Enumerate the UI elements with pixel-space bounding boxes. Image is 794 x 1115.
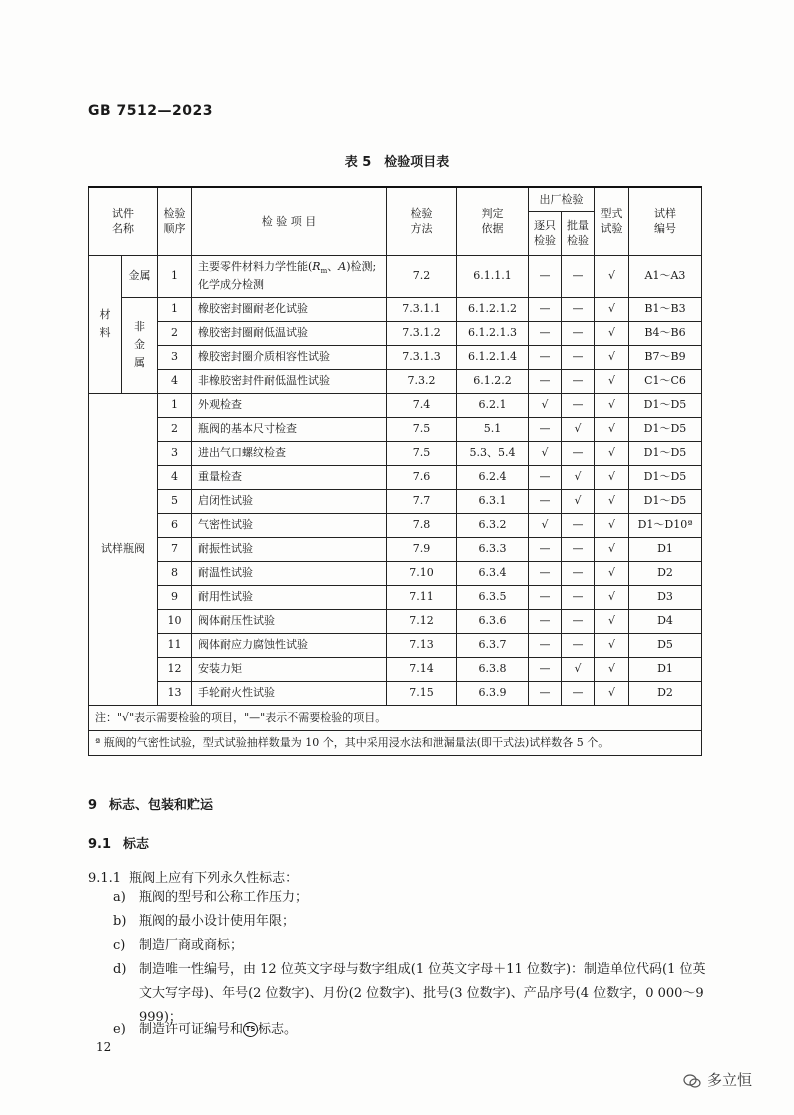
cell-sample: D1～D5 (629, 465, 702, 489)
cell-method: 7.2 (387, 255, 457, 297)
cell-basis: 6.3.9 (457, 681, 529, 705)
cell-basis: 6.1.2.1.4 (457, 345, 529, 369)
cell-item: 橡胶密封圈介质相容性试验 (192, 345, 387, 369)
cell-batch: √ (562, 465, 595, 489)
cell-each: — (529, 465, 562, 489)
cell-seq: 1 (158, 297, 192, 321)
cell-batch: — (562, 513, 595, 537)
table-row (89, 417, 702, 441)
cell-each: — (529, 255, 562, 297)
cell-item: 阀体耐压性试验 (192, 609, 387, 633)
cell-basis: 6.3.5 (457, 585, 529, 609)
cell-method: 7.8 (387, 513, 457, 537)
table-note-row (89, 705, 702, 730)
cell-basis: 6.3.6 (457, 609, 529, 633)
cell-batch: — (562, 393, 595, 417)
cell-type: √ (595, 657, 629, 681)
cell-method: 7.13 (387, 633, 457, 657)
cell-type: √ (595, 489, 629, 513)
cell-method: 7.3.1.2 (387, 321, 457, 345)
cell-each: — (529, 321, 562, 345)
cell-seq: 5 (158, 489, 192, 513)
cell-item: 气密性试验 (192, 513, 387, 537)
cell-type: √ (595, 537, 629, 561)
cell-batch: — (562, 609, 595, 633)
standard-code: GB 7512—2023 (88, 103, 213, 119)
cell-basis: 6.3.3 (457, 537, 529, 561)
table-row (89, 297, 702, 321)
header-factory: 出厂检验 (529, 187, 595, 211)
cell-each: — (529, 681, 562, 705)
sub-metal: 金属 (122, 255, 158, 297)
cell-item: 耐温性试验 (192, 561, 387, 585)
cell-sample: D2 (629, 681, 702, 705)
cell-each: — (529, 297, 562, 321)
cell-seq: 1 (158, 255, 192, 297)
cell-sample: A1～A3 (629, 255, 702, 297)
cell-method: 7.5 (387, 417, 457, 441)
list-item: c) 制造厂商或商标； (113, 938, 244, 953)
cell-method: 7.5 (387, 441, 457, 465)
cell-each: — (529, 657, 562, 681)
watermark: 多立恒 (683, 1069, 752, 1090)
cell-each: √ (529, 513, 562, 537)
table-note: 注："√"表示需要检验的项目，"—"表示不需要检验的项目。 (89, 705, 702, 730)
cell-item: 橡胶密封圈耐老化试验 (192, 297, 387, 321)
cell-basis: 6.1.2.2 (457, 369, 529, 393)
cell-method: 7.12 (387, 609, 457, 633)
ts-mark-icon: TS (243, 1022, 258, 1037)
cell-method: 7.3.1.1 (387, 297, 457, 321)
section-9-heading: 9 标志、包装和贮运 (88, 798, 214, 813)
cell-method: 7.11 (387, 585, 457, 609)
cell-basis: 5.3、5.4 (457, 441, 529, 465)
cell-method: 7.7 (387, 489, 457, 513)
cell-method: 7.6 (387, 465, 457, 489)
cell-each: √ (529, 441, 562, 465)
cell-seq: 7 (158, 537, 192, 561)
cell-basis: 6.1.1.1 (457, 255, 529, 297)
cell-item: 耐用性试验 (192, 585, 387, 609)
cell-seq: 3 (158, 345, 192, 369)
cell-batch: — (562, 369, 595, 393)
cell-seq: 12 (158, 657, 192, 681)
cell-sample: B4～B6 (629, 321, 702, 345)
cell-batch: √ (562, 657, 595, 681)
cell-method: 7.15 (387, 681, 457, 705)
cell-type: √ (595, 465, 629, 489)
cell-batch: — (562, 297, 595, 321)
section-9-1-heading: 9.1 标志 (88, 837, 150, 852)
cell-batch: — (562, 537, 595, 561)
cell-type: √ (595, 441, 629, 465)
table-row (89, 255, 702, 297)
inspection-table (88, 186, 702, 756)
cell-type: √ (595, 297, 629, 321)
table-row (89, 321, 702, 345)
cell-type: √ (595, 393, 629, 417)
cell-item: 进出气口螺纹检查 (192, 441, 387, 465)
table-row (89, 585, 702, 609)
cell-item: 瓶阀的基本尺寸检查 (192, 417, 387, 441)
cell-type: √ (595, 369, 629, 393)
cell-basis: 6.1.2.1.3 (457, 321, 529, 345)
header-seq: 检验 顺序 (158, 187, 192, 255)
table-row (89, 345, 702, 369)
cell-basis: 6.3.1 (457, 489, 529, 513)
cell-batch: — (562, 681, 595, 705)
list-item: b) 瓶阀的最小设计使用年限； (113, 914, 296, 929)
header-type: 型式 试验 (595, 187, 629, 255)
cell-batch: √ (562, 489, 595, 513)
cell-basis: 6.3.2 (457, 513, 529, 537)
cell-item: 启闭性试验 (192, 489, 387, 513)
table-row (89, 609, 702, 633)
cell-sample: D1～D5 (629, 441, 702, 465)
cell-basis: 6.3.8 (457, 657, 529, 681)
table-row (89, 561, 702, 585)
cell-batch: — (562, 561, 595, 585)
cell-each: — (529, 417, 562, 441)
cell-seq: 2 (158, 417, 192, 441)
header-sample: 试样 编号 (629, 187, 702, 255)
cell-batch: — (562, 321, 595, 345)
cell-item: 非橡胶密封件耐低温性试验 (192, 369, 387, 393)
cell-type: √ (595, 345, 629, 369)
group-material: 材料 (89, 255, 122, 393)
cell-item: 重量检查 (192, 465, 387, 489)
cell-seq: 1 (158, 393, 192, 417)
table-footnote: ª 瓶阀的气密性试验，型式试验抽样数量为 10 个，其中采用浸水法和泄漏量法(即干式法)试样数各 5 个。 (89, 730, 702, 755)
cell-batch: — (562, 441, 595, 465)
cell-each: — (529, 537, 562, 561)
cell-batch: — (562, 345, 595, 369)
cell-basis: 5.1 (457, 417, 529, 441)
list-item: a) 瓶阀的型号和公称工作压力； (113, 890, 309, 905)
cell-batch: — (562, 255, 595, 297)
sub-nonmetal: 非金属 (122, 297, 158, 393)
cell-each: — (529, 345, 562, 369)
cell-batch: √ (562, 417, 595, 441)
wechat-icon (683, 1074, 701, 1088)
table-row (89, 657, 702, 681)
cell-type: √ (595, 255, 629, 297)
cell-sample: D1 (629, 657, 702, 681)
cell-seq: 11 (158, 633, 192, 657)
cell-type: √ (595, 561, 629, 585)
cell-item: 耐振性试验 (192, 537, 387, 561)
list-item: e) 制造许可证编号和 TS 标志。 (113, 1022, 298, 1037)
header-method: 检验 方法 (387, 187, 457, 255)
cell-each: — (529, 561, 562, 585)
cell-sample: B7～B9 (629, 345, 702, 369)
cell-seq: 13 (158, 681, 192, 705)
cell-item: 主要零件材料力学性能($R_m$、A)检测;化学成分检测 (192, 255, 387, 297)
header-specimen: 试件 名称 (89, 187, 158, 255)
header-item: 检 验 项 目 (192, 187, 387, 255)
table-row (89, 489, 702, 513)
cell-seq: 8 (158, 561, 192, 585)
cell-sample: D1～D5 (629, 417, 702, 441)
cell-sample: D1～D10ª (629, 513, 702, 537)
table-row (89, 369, 702, 393)
cell-basis: 6.1.2.1.2 (457, 297, 529, 321)
cell-type: √ (595, 513, 629, 537)
cell-each: — (529, 369, 562, 393)
cell-sample: B1～B3 (629, 297, 702, 321)
cell-sample: D1 (629, 537, 702, 561)
cell-basis: 6.3.7 (457, 633, 529, 657)
cell-sample: D2 (629, 561, 702, 585)
cell-basis: 6.2.1 (457, 393, 529, 417)
cell-type: √ (595, 681, 629, 705)
table-row (89, 633, 702, 657)
cell-type: √ (595, 321, 629, 345)
cell-sample: D3 (629, 585, 702, 609)
cell-item: 橡胶密封圈耐低温试验 (192, 321, 387, 345)
table-row (89, 537, 702, 561)
cell-sample: C1～C6 (629, 369, 702, 393)
cell-seq: 6 (158, 513, 192, 537)
table-row (89, 441, 702, 465)
table-row (89, 393, 702, 417)
cell-basis: 6.2.4 (457, 465, 529, 489)
cell-each: √ (529, 393, 562, 417)
cell-seq: 10 (158, 609, 192, 633)
table-row (89, 465, 702, 489)
cell-method: 7.9 (387, 537, 457, 561)
cell-item: 手轮耐火性试验 (192, 681, 387, 705)
cell-method: 7.3.2 (387, 369, 457, 393)
cell-method: 7.3.1.3 (387, 345, 457, 369)
header-basis: 判定 依据 (457, 187, 529, 255)
cell-type: √ (595, 585, 629, 609)
cell-sample: D5 (629, 633, 702, 657)
table-caption: 表 5 检验项目表 (344, 155, 450, 170)
cell-sample: D4 (629, 609, 702, 633)
table-row (89, 681, 702, 705)
cell-each: — (529, 609, 562, 633)
cell-seq: 2 (158, 321, 192, 345)
page-number: 12 (96, 1040, 112, 1054)
cell-seq: 9 (158, 585, 192, 609)
cell-item: 阀体耐应力腐蚀性试验 (192, 633, 387, 657)
header-each: 逐只 检验 (529, 211, 562, 255)
cell-item: 安装力矩 (192, 657, 387, 681)
cell-type: √ (595, 609, 629, 633)
cell-batch: — (562, 585, 595, 609)
cell-method: 7.4 (387, 393, 457, 417)
cell-item: 外观检查 (192, 393, 387, 417)
cell-each: — (529, 633, 562, 657)
cell-each: — (529, 489, 562, 513)
table-row (89, 513, 702, 537)
cell-basis: 6.3.4 (457, 561, 529, 585)
list-item: d) 制造唯一性编号，由 12 位英文字母与数字组成(1 位英文字母＋11 位数字)：制造单位代码(1 位英文大写字母)、年号(2 位数字)、月份(2 位数字)、批号(3 位数字)、产品序号(4 位数字，0 000～9 999)； (113, 962, 706, 1025)
group-valve: 试样瓶阀 (89, 393, 158, 705)
cell-each: — (529, 585, 562, 609)
cell-sample: D1～D5 (629, 393, 702, 417)
header-batch: 批量 检验 (562, 211, 595, 255)
cell-type: √ (595, 417, 629, 441)
cell-seq: 4 (158, 369, 192, 393)
cell-method: 7.10 (387, 561, 457, 585)
cell-sample: D1～D5 (629, 489, 702, 513)
cell-seq: 4 (158, 465, 192, 489)
cell-type: √ (595, 633, 629, 657)
cell-method: 7.14 (387, 657, 457, 681)
clause-9-1-1: 9.1.1 瓶阀上应有下列永久性标志： (88, 871, 299, 886)
cell-seq: 3 (158, 441, 192, 465)
table-footnote-row (89, 730, 702, 755)
cell-batch: — (562, 633, 595, 657)
